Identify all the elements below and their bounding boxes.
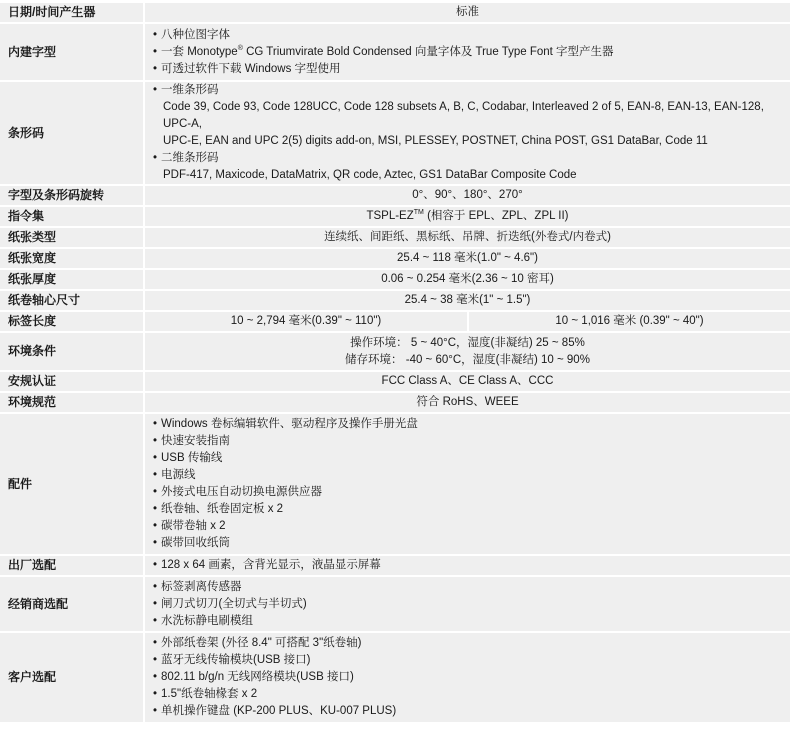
row-value: FCC Class A、CE Class A、CCC <box>145 372 790 391</box>
row-value: 25.4 ~ 38 毫米(1" ~ 1.5") <box>145 291 790 310</box>
row-label-length <box>0 312 790 331</box>
row-label: 纸张厚度 <box>0 270 145 289</box>
list-item: • 水洗标静电刷模组 <box>153 614 253 627</box>
row-datetime <box>0 3 790 22</box>
row-label: 安规认证 <box>0 372 145 391</box>
row-label: 出厂选配 <box>0 556 145 575</box>
list-item: • 二维条形码 <box>153 152 219 164</box>
list-item: • 一维条形码 <box>153 84 219 96</box>
row-label: 纸卷轴心尺寸 <box>0 291 145 310</box>
barcode-2d-line: PDF-417, Maxicode, DataMatrix, QR code, Aztec, GS1 DataBar Composite Code <box>163 169 577 181</box>
list-item: • Windows 卷标编辑软件、驱动程序及操作手册光盘 <box>153 418 418 430</box>
storage-env: 储存环境： -40 ~ 60°C，湿度(非凝结) 10 ~ 90% <box>345 353 590 366</box>
row-value <box>145 577 790 631</box>
row-label: 经销商选配 <box>0 577 145 631</box>
row-label: 字型及条形码旋转 <box>0 186 145 205</box>
row-environment <box>0 333 790 370</box>
row-core-size <box>0 291 790 310</box>
list-item: • 可透过软件下载 Windows 字型使用 <box>153 62 341 75</box>
row-value <box>145 633 790 722</box>
row-rotation <box>0 186 790 205</box>
row-value: 0°、90°、180°、270° <box>145 186 790 205</box>
row-factory-options <box>0 556 790 575</box>
row-value <box>145 556 790 575</box>
list-item: • 外部纸卷架 (外径 8.4" 可搭配 3"纸卷轴) <box>153 637 362 649</box>
list-item: • 碳带回收纸筒 <box>153 537 230 549</box>
row-command-set <box>0 207 790 226</box>
list-item: • 标签剥离传感器 <box>153 580 242 593</box>
list-item: • 802.11 b/g/n 无线网络模块(USB 接口) <box>153 671 354 683</box>
row-label: 内建字型 <box>0 24 145 80</box>
row-label: 环境规范 <box>0 393 145 412</box>
list-item: • 128 x 64 画素，含背光显示，液晶显示屏幕 <box>153 559 381 571</box>
list-item: • USB 传输线 <box>153 452 223 464</box>
row-label: 指令集 <box>0 207 145 226</box>
row-dealer-options <box>0 577 790 631</box>
row-value <box>145 82 790 184</box>
row-label: 客户选配 <box>0 633 145 722</box>
list-item: • 闸刀式切刀(全切式与半切式) <box>153 597 307 610</box>
row-label: 环境条件 <box>0 333 145 370</box>
row-label: 日期/时间产生器 <box>0 3 145 22</box>
row-value <box>145 333 790 370</box>
row-media-thickness <box>0 270 790 289</box>
list-item: • 纸卷轴、纸卷固定板 x 2 <box>153 503 284 515</box>
row-value: 标准 <box>145 3 790 22</box>
row-media-width <box>0 249 790 268</box>
row-value <box>145 414 790 554</box>
row-label: 纸张宽度 <box>0 249 145 268</box>
operating-env: 操作环境： 5 ~ 40°C，湿度(非凝结) 25 ~ 85% <box>350 336 585 349</box>
row-value-left: 10 ~ 2,794 毫米(0.39" ~ 110") <box>145 312 467 331</box>
list-item: • 外接式电压自动切换电源供应器 <box>153 486 322 498</box>
list-item: • 快速安装指南 <box>153 435 230 447</box>
row-label: 标签长度 <box>0 312 145 331</box>
list-item: • 八种位图字体 <box>153 28 230 41</box>
barcode-1d-line: Code 39, Code 93, Code 128UCC, Code 128 subsets A, B, C, Codabar, Interleaved 2 of 5, EAN-8, EAN-13, EAN-128, UPC-A, <box>163 101 764 130</box>
row-env-regulation <box>0 393 790 412</box>
row-accessories <box>0 414 790 554</box>
barcode-1d-line: UPC-E, EAN and UPC 2(5) digits add-on, MSI, PLESSEY, POSTNET, China POST, GS1 DataBar, Code 11 <box>163 135 708 147</box>
row-value <box>145 24 790 80</box>
row-value: 25.4 ~ 118 毫米(1.0" ~ 4.6") <box>145 249 790 268</box>
row-media-type <box>0 228 790 247</box>
list-item: • 1.5"纸卷轴椽套 x 2 <box>153 688 258 700</box>
row-fonts <box>0 24 790 80</box>
row-safety <box>0 372 790 391</box>
list-item: • 蓝牙无线传输模块(USB 接口) <box>153 654 311 666</box>
row-value: 0.06 ~ 0.254 毫米(2.36 ~ 10 密耳) <box>145 270 790 289</box>
spec-table <box>0 1 790 724</box>
row-label: 纸张类型 <box>0 228 145 247</box>
row-value-right: 10 ~ 1,016 毫米 (0.39" ~ 40") <box>467 312 790 331</box>
list-item: • 电源线 <box>153 469 196 481</box>
row-barcodes <box>0 82 790 184</box>
row-value: 连续纸、间距纸、黑标纸、吊牌、折迭纸(外卷式/内卷式) <box>145 228 790 247</box>
list-item: • 单机操作键盘 (KP-200 PLUS、KU-007 PLUS) <box>153 705 397 717</box>
list-item: • 碳带卷轴 x 2 <box>153 520 226 532</box>
list-item: • 一套 Monotype® CG Triumvirate Bold Condensed 向量字体及 True Type Font 字型产生器 <box>153 44 614 58</box>
row-label: 配件 <box>0 414 145 554</box>
row-value: 符合 RoHS、WEEE <box>145 393 790 412</box>
row-label: 条形码 <box>0 82 145 184</box>
row-customer-options <box>0 633 790 722</box>
row-value: TSPL-EZ™ (相容于 EPL、ZPL、ZPL II) <box>145 207 790 226</box>
